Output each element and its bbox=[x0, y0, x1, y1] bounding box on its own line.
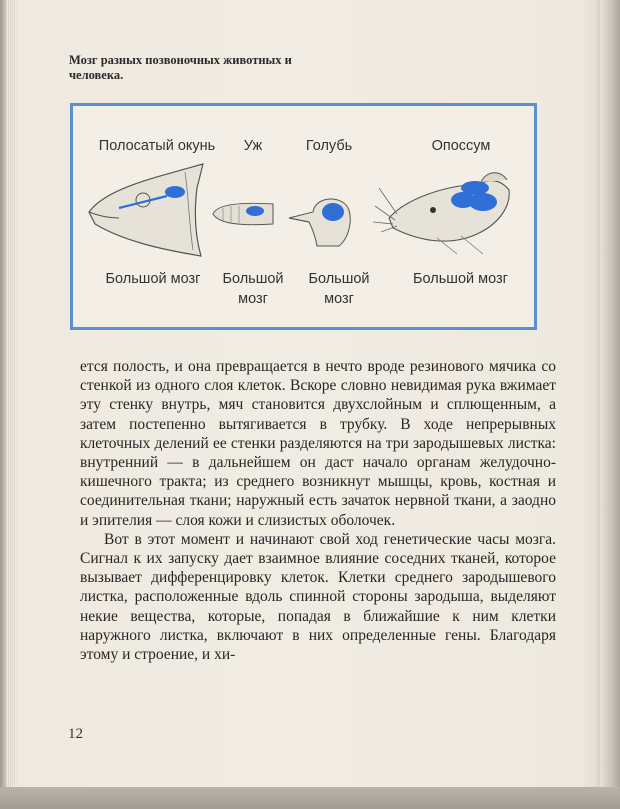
animal-name-opossum: Опоссум bbox=[431, 138, 491, 154]
brain-label-snake: Большой мозг bbox=[222, 271, 284, 307]
animal-name-snake: Уж bbox=[243, 138, 263, 154]
pigeon-head-illustration bbox=[287, 188, 357, 248]
animal-name-pigeon: Голубь bbox=[305, 138, 353, 154]
opossum-head-illustration bbox=[371, 166, 521, 256]
scan-background-bottom bbox=[0, 787, 620, 809]
paragraph: ется полость, и она превращается в нечто вроде резинового мячика со стенкой из одного слоя клеток. Вскоре словно невидимая рука вжимает эту стенку внутрь, мяч становится двухслойным и сплющенным, а затем постепенно вытягивается в трубку. В ходе непрерывных клеточных делений ее стенки разделяются на три зародышевых листка: внутренний — в дальнейшем он даст начало органам желудочно-кишечного тракта; из среднего возникнут мышцы, кровь, костная и соединительная ткани; наружный есть зачаток нервной ткани, а заодно и эпителия — слоя кожи и слизистых оболочек. bbox=[80, 358, 556, 529]
snake-head-illustration bbox=[211, 198, 275, 230]
perch-head-illustration bbox=[85, 160, 215, 260]
brain-label-pigeon: Большой мозг bbox=[308, 271, 370, 307]
body-text bbox=[80, 357, 556, 664]
perch-brain bbox=[165, 186, 185, 198]
page-number: 12 bbox=[68, 726, 83, 742]
snake-brain bbox=[246, 206, 264, 216]
figure-caption: Мозг разных позвоночных животных и человека. bbox=[69, 53, 292, 82]
brain-label-perch: Большой мозг bbox=[105, 271, 201, 287]
page-edges bbox=[6, 0, 16, 809]
paragraph: Вот в этот момент и начинают свой ход генетические часы мозга. Сигнал к их запуску дает взаимное влияние соседних тканей, которое вызывает дифференцировку клеток. Клетки среднего зародышевого листка, расположенные вдоль спинной стороны зародыша, выделяют некие вещества, которые, попадая в ближайшие к ним клетки наружного листка, включают в них определенные гены. Благодаря этому и строение, и хи- bbox=[80, 530, 556, 664]
animal-name-perch: Полосатый окунь bbox=[98, 138, 216, 154]
brain-label-opossum: Большой мозг bbox=[413, 271, 508, 287]
brain-comparison-figure bbox=[70, 103, 537, 330]
next-page-edge bbox=[600, 0, 620, 790]
pigeon-brain bbox=[322, 203, 344, 221]
